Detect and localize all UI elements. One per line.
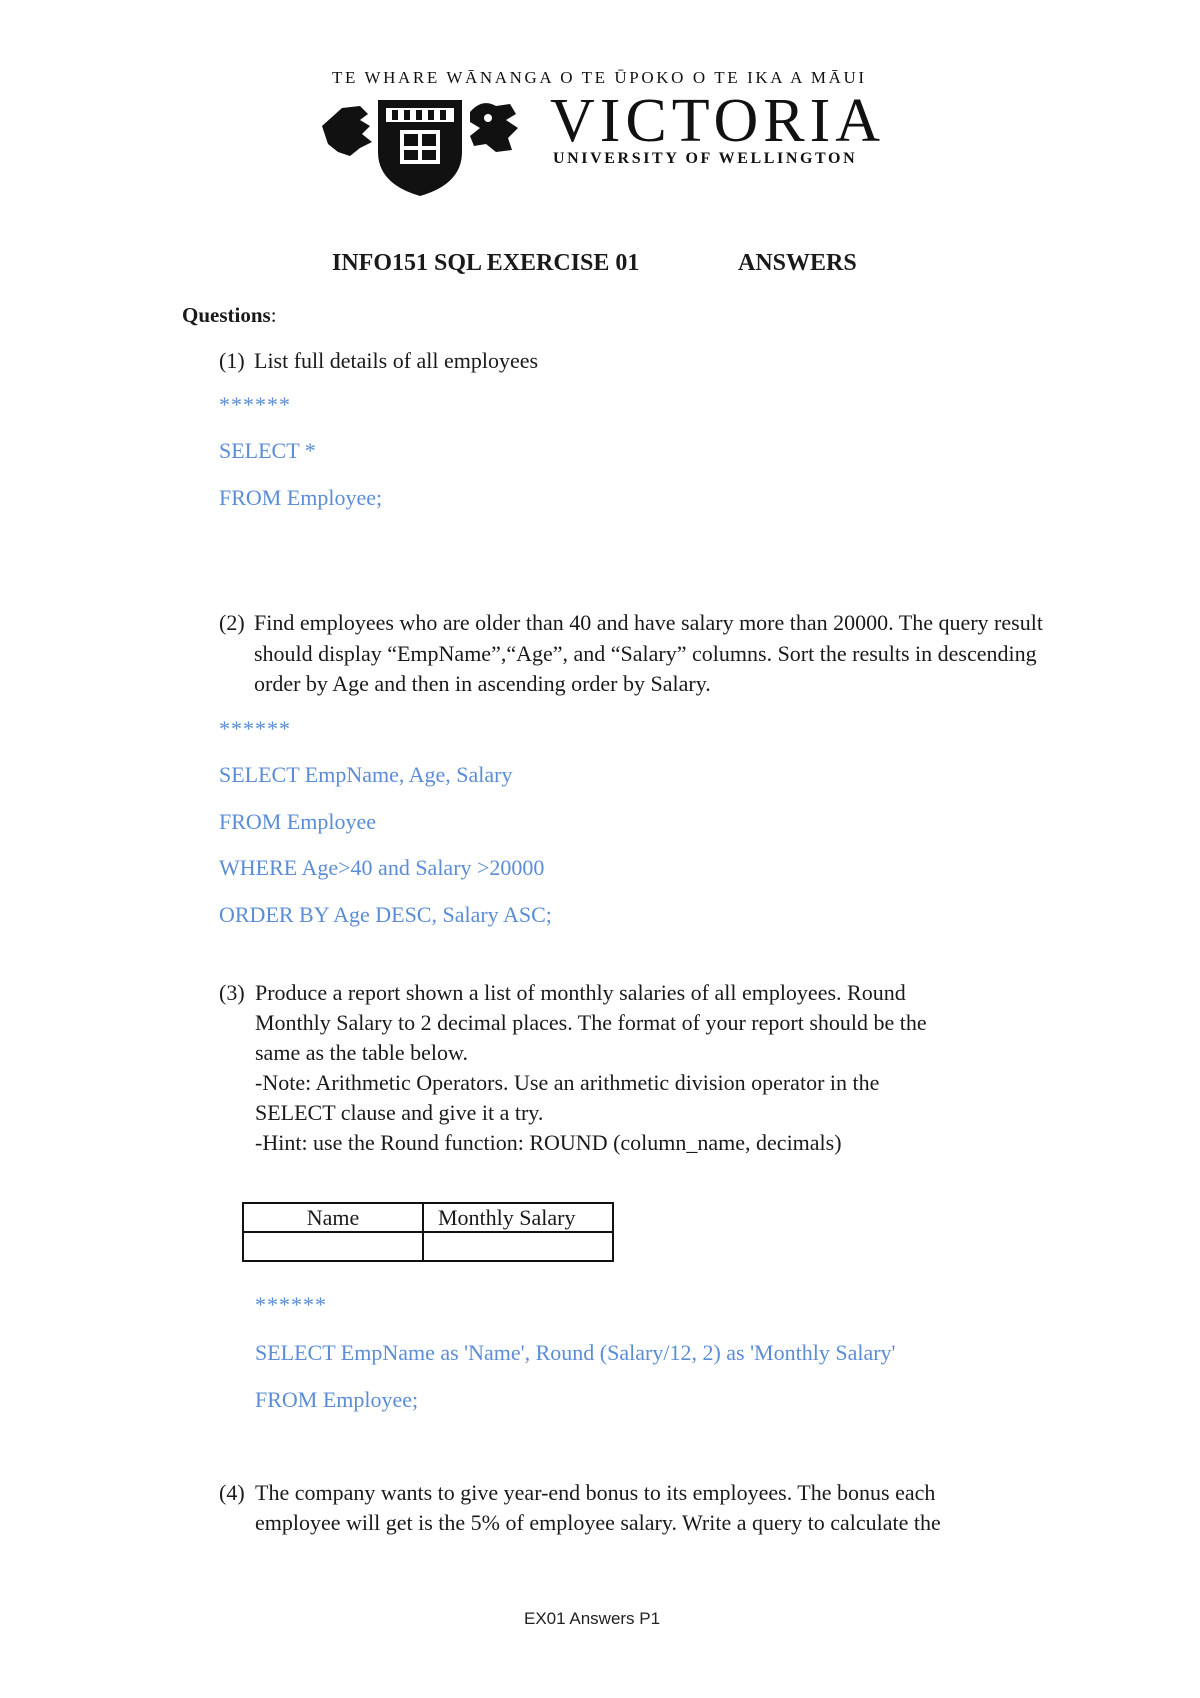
question-text-line: -Note: Arithmetic Operators. Use an arithmetic division operator in the — [255, 1070, 880, 1095]
question-text-line: employee will get is the 5% of employee salary. Write a query to calculate the — [255, 1510, 941, 1535]
answer-line: ORDER BY Age DESC, Salary ASC; — [219, 902, 552, 927]
answer-line: SELECT * — [219, 438, 316, 463]
question-text-line: SELECT clause and give it a try. — [255, 1100, 544, 1125]
question-text-line: same as the table below. — [255, 1040, 468, 1065]
university-tagline: TE WHARE WĀNANGA O TE ŪPOKO O TE IKA A MĀUI — [332, 68, 867, 87]
answer-separator: ****** — [219, 392, 291, 417]
table-header-row — [243, 1203, 613, 1232]
answer-line: SELECT EmpName, Age, Salary — [219, 762, 513, 787]
question-number: (1) — [219, 348, 245, 373]
answer-line: FROM Employee; — [255, 1387, 419, 1412]
question-number: (2) — [219, 610, 245, 635]
exercise-title: INFO151 SQL EXERCISE 01 — [332, 250, 640, 276]
university-crest-logo — [320, 96, 540, 200]
answer-line: WHERE Age>40 and Salary >20000 — [219, 855, 545, 880]
question-text-line: The company wants to give year-end bonus to its employees. The bonus each — [255, 1480, 936, 1505]
answers-label: ANSWERS — [738, 250, 857, 276]
question-text: List full details of all employees — [254, 348, 539, 373]
table-cell — [243, 1232, 423, 1261]
answer-line: SELECT EmpName as 'Name', Round (Salary/12, 2) as 'Monthly Salary' — [255, 1340, 896, 1365]
answer-separator: ****** — [255, 1292, 327, 1317]
answer-line: FROM Employee — [219, 809, 377, 834]
table-row — [243, 1232, 613, 1261]
table-header-monthly-salary: Monthly Salary — [423, 1203, 613, 1232]
university-subtitle: UNIVERSITY OF WELLINGTON — [553, 150, 858, 167]
table-header-name: Name — [243, 1203, 423, 1232]
question-text-line: Produce a report shown a list of monthly salaries of all employees. Round — [255, 980, 906, 1005]
question-number-3: (3) — [219, 980, 245, 1005]
answer-line: FROM Employee; — [219, 485, 383, 510]
question-text-line: Monthly Salary to 2 decimal places. The format of your report should be the — [255, 1010, 927, 1035]
question-text: Find employees who are older than 40 and have salary more than 20000. The query result should display “EmpName”,“Age”, and “Salary” columns. Sort the results in descending order by Age and then in ascending order by Salary. — [254, 610, 1043, 696]
table-cell — [423, 1232, 613, 1261]
page-footer: EX01 Answers P1 — [524, 1609, 661, 1628]
question-text-line: -Hint: use the Round function: ROUND (column_name, decimals) — [255, 1130, 842, 1155]
question-2 — [219, 608, 1049, 700]
university-wordmark: VICTORIA — [550, 87, 886, 155]
answer-separator: ****** — [219, 716, 291, 741]
report-format-table — [242, 1202, 614, 1262]
question-number-4: (4) — [219, 1480, 245, 1505]
questions-heading: Questions: — [182, 303, 277, 327]
